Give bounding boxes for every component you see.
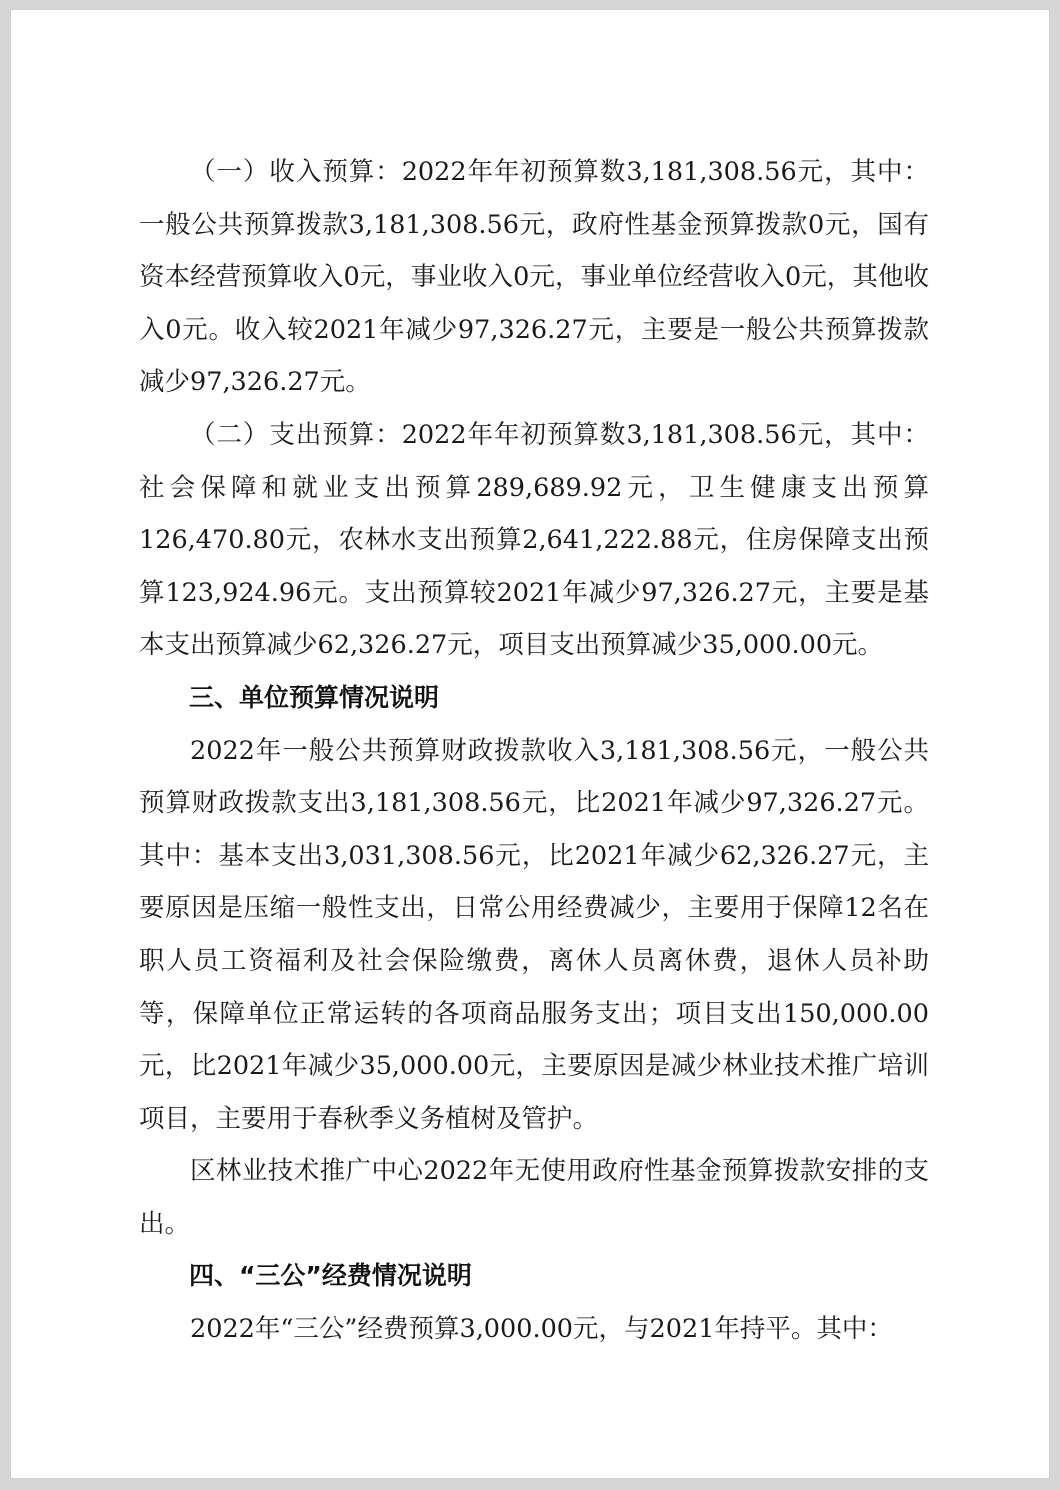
- section-heading-three-public-expenses: 四、“三公”经费情况说明: [189, 1261, 472, 1291]
- paragraph-income-budget: （一）收入预算：2022年年初预算数3,181,308.56元，其中：一般公共预算拨款3,181,308.56元，政府性基金预算拨款0元，国有资本经营预算收入0元，事业收入0元，事业单位经营收入0元，其他收入0元。收入较2021年减少97,326.27元，主要是一般公共预算拨款减少97,326.27元。: [139, 157, 929, 398]
- document-page: [10, 9, 1050, 1479]
- document-body: [139, 146, 929, 1356]
- paragraph-three-public-expenses: 2022年“三公”经费预算3,000.00元，与2021年持平。其中：: [190, 1314, 893, 1345]
- paragraph-general-public-budget: 2022年一般公共预算财政拨款收入3,181,308.56元，一般公共预算财政拨款支出3,181,308.56元，比2021年减少97,326.27元。其中：基本支出3,031,308.56元，比2021年减少62,326.27元，主要原因是压缩一般性支出，日常公用经费减少，主要用于保障12名在职人员工资福利及社会保险缴费，离休人员离休费，退休人员补助等，保障单位正常运转的各项商品服务支出；项目支出150,000.00元，比2021年减少35,000.00元，主要原因是减少林业技术推广培训项目，主要用于春秋季义务植树及管护。: [139, 735, 929, 1134]
- paragraph-expenditure-budget: （二）支出预算：2022年年初预算数3,181,308.56元，其中：社会保障和就业支出预算289,689.92元，卫生健康支出预算126,470.80元，农林水支出预算2,641,222.88元，住房保障支出预算123,924.96元。支出预算较2021年减少97,326.27元，主要是基本支出预算减少62,326.27元，项目支出预算减少35,000.00元。: [139, 419, 929, 661]
- paragraph-government-fund: 区林业技术推广中心2022年无使用政府性基金预算拨款安排的支出。: [139, 1156, 929, 1239]
- section-heading-unit-budget: 三、单位预算情况说明: [189, 682, 440, 712]
